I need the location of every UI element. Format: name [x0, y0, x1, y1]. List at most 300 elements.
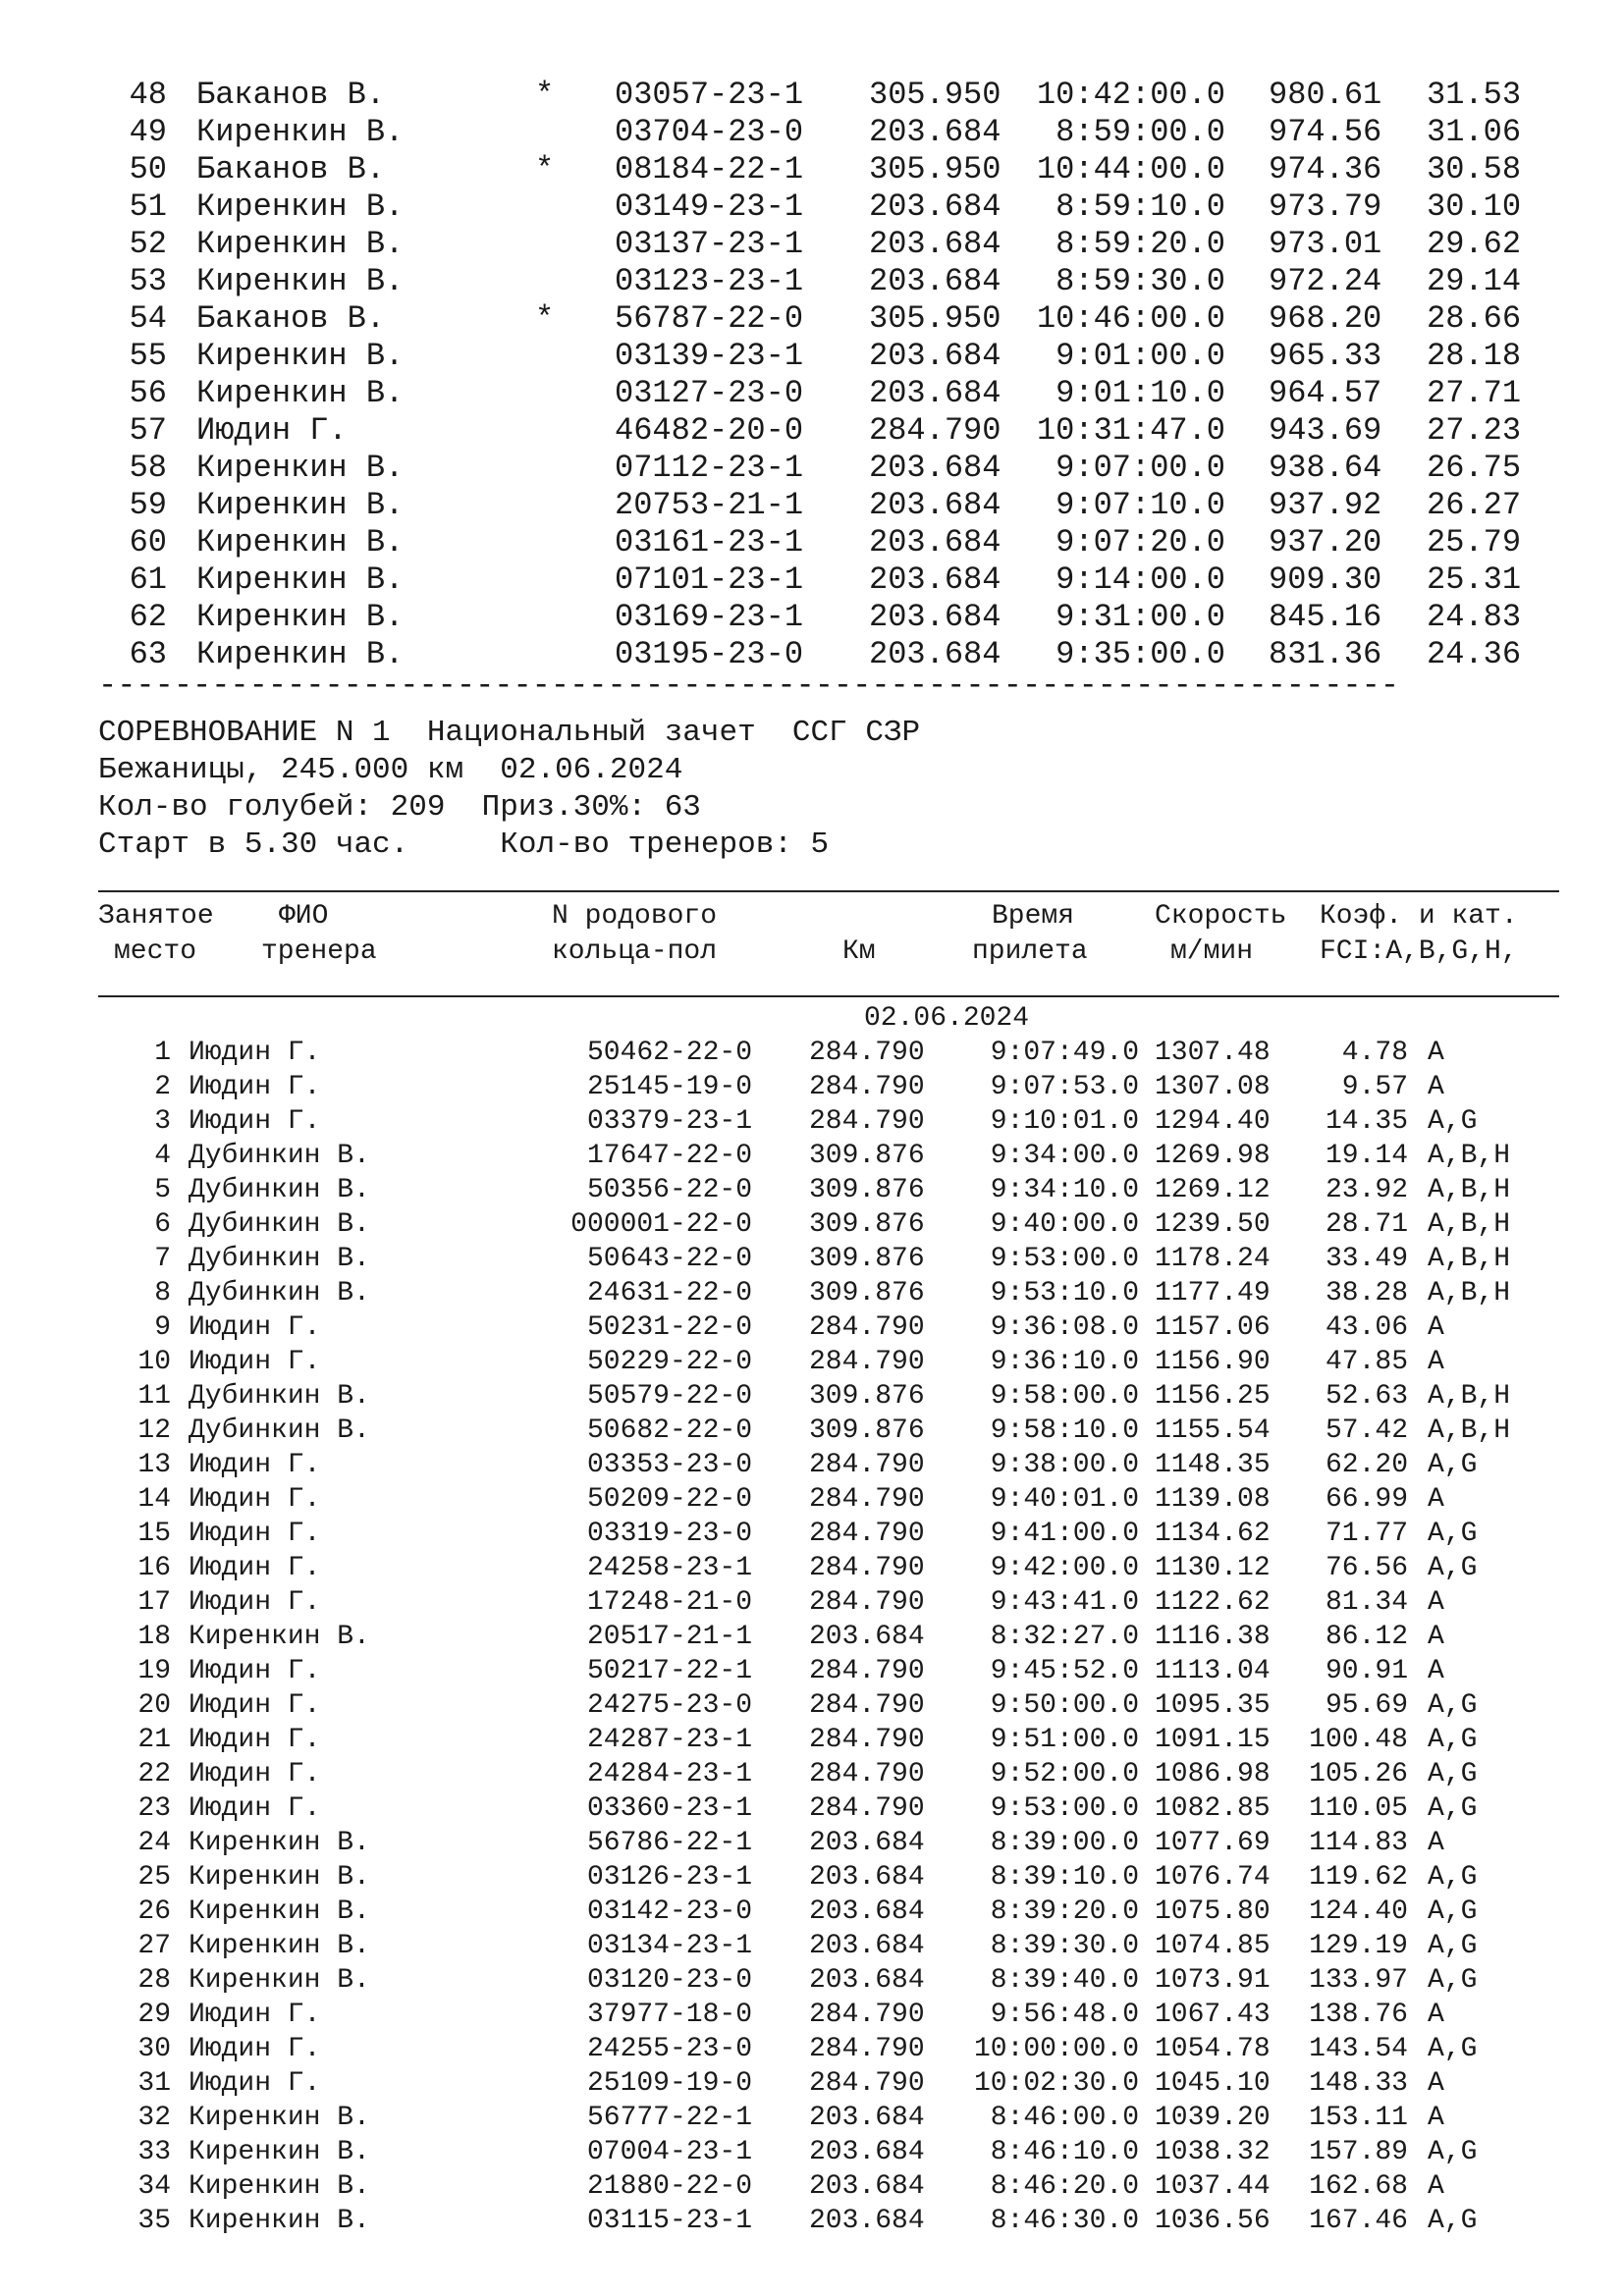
row-name: Киренкин В.: [196, 263, 405, 299]
row-place: 33: [137, 2137, 171, 2167]
row-ring: 25109-19-0: [586, 2068, 752, 2099]
row-place: 63: [129, 636, 167, 672]
row-coef: 24.36: [1427, 636, 1522, 672]
row-category: A: [1428, 1312, 1444, 1343]
row-coef: 129.19: [1309, 1931, 1408, 1961]
row-place: 24: [137, 1828, 171, 1858]
row-km: 284.790: [809, 1725, 925, 1755]
row-category: A: [1428, 2171, 1444, 2202]
row-speed: 1074.85: [1155, 1931, 1271, 1961]
row-km: 309.876: [809, 1278, 925, 1308]
row-speed: 1116.38: [1155, 1622, 1271, 1652]
row-ring: 03134-23-1: [586, 1931, 752, 1961]
row-speed: 1139.08: [1155, 1484, 1271, 1515]
row-speed: 1067.43: [1155, 2000, 1271, 2030]
row-place: 22: [137, 1759, 171, 1789]
row-category: A: [1428, 1622, 1444, 1652]
row-coef: 148.33: [1309, 2068, 1408, 2099]
row-speed: 845.16: [1269, 599, 1382, 635]
row-category: A,B,H: [1428, 1141, 1511, 1171]
row-ring: 56777-22-1: [586, 2103, 752, 2133]
row-category: A,G: [1428, 2137, 1478, 2167]
row-name: Дубинкин В.: [189, 1244, 370, 1274]
row-time: 9:01:00.0: [1056, 338, 1225, 374]
row-km: 284.790: [869, 412, 1001, 449]
row-ring: 24631-22-0: [586, 1278, 752, 1308]
row-category: A,G: [1428, 1519, 1478, 1549]
row-ring: 25145-19-0: [586, 1072, 752, 1102]
row-ring: 03126-23-1: [586, 1862, 752, 1893]
col-speed-sub: м/мин: [1170, 936, 1254, 967]
row-ring: 50462-22-0: [586, 1038, 752, 1068]
row-name: Баканов В.: [196, 151, 386, 187]
row-speed: 1239.50: [1155, 1209, 1271, 1240]
row-speed: 1307.48: [1155, 1038, 1271, 1068]
row-km: 284.790: [809, 1347, 925, 1377]
row-km: 203.684: [809, 2137, 925, 2167]
row-ring: 24258-23-1: [586, 1553, 752, 1583]
row-time: 9:58:00.0: [990, 1381, 1139, 1412]
row-ring: 03137-23-1: [615, 226, 804, 262]
row-ring: 21880-22-0: [586, 2171, 752, 2202]
row-speed: 1037.44: [1155, 2171, 1271, 2202]
row-place: 25: [137, 1862, 171, 1893]
col-km: Км: [842, 936, 876, 967]
row-ring: 03353-23-0: [586, 1450, 752, 1480]
row-time: 9:41:00.0: [990, 1519, 1139, 1549]
row-km: 203.684: [869, 375, 1001, 411]
row-speed: 1076.74: [1155, 1862, 1271, 1893]
row-name: Киренкин В.: [196, 450, 405, 486]
row-name: Киренкин В.: [196, 338, 405, 374]
row-coef: 38.28: [1325, 1278, 1408, 1308]
row-coef: 19.14: [1325, 1141, 1408, 1171]
row-time: 9:34:00.0: [990, 1141, 1139, 1171]
row-ring: 50579-22-0: [586, 1381, 752, 1412]
table-top-rule: [98, 890, 1559, 892]
row-time: 9:07:00.0: [1056, 450, 1225, 486]
row-km: 284.790: [809, 1484, 925, 1515]
row-name: Киренкин В.: [189, 1862, 370, 1893]
row-name: Киренкин В.: [196, 114, 405, 150]
row-category: A: [1428, 2103, 1444, 2133]
row-speed: 937.92: [1269, 487, 1382, 523]
row-ring: 07112-23-1: [615, 450, 804, 486]
row-place: 18: [137, 1622, 171, 1652]
row-coef: 27.71: [1427, 375, 1522, 411]
row-speed: 1082.85: [1155, 1793, 1271, 1824]
row-time: 8:39:10.0: [990, 1862, 1139, 1893]
release-location: Бежаницы, 245.000 км 02.06.2024: [98, 753, 683, 787]
row-name: Июдин Г.: [189, 1690, 321, 1721]
row-coef: 43.06: [1325, 1312, 1408, 1343]
row-km: 203.684: [869, 636, 1001, 672]
row-ring: 03161-23-1: [615, 524, 804, 561]
row-km: 203.684: [809, 1965, 925, 1996]
row-category: A,G: [1428, 1862, 1478, 1893]
row-coef: 14.35: [1325, 1106, 1408, 1137]
row-ring: 03149-23-1: [615, 188, 804, 225]
row-place: 58: [129, 450, 167, 486]
row-name: Киренкин В.: [189, 1931, 370, 1961]
row-coef: 31.06: [1427, 114, 1522, 150]
row-place: 53: [129, 263, 167, 299]
row-name: Июдин Г.: [189, 2034, 321, 2064]
row-coef: 76.56: [1325, 1553, 1408, 1583]
row-coef: 27.23: [1427, 412, 1522, 449]
row-name: Киренкин В.: [189, 1828, 370, 1858]
row-name: Киренкин В.: [189, 2137, 370, 2167]
row-place: 9: [154, 1312, 171, 1343]
row-km: 203.684: [869, 561, 1001, 598]
row-ring: 03195-23-0: [615, 636, 804, 672]
row-speed: 1157.06: [1155, 1312, 1271, 1343]
row-time: 10:42:00.0: [1036, 77, 1225, 113]
row-name: Дубинкин В.: [189, 1141, 370, 1171]
row-ring: 03123-23-1: [615, 263, 804, 299]
row-time: 9:07:20.0: [1056, 524, 1225, 561]
row-ring: 03704-23-0: [615, 114, 804, 150]
row-ring: 000001-22-0: [570, 1209, 752, 1240]
row-km: 309.876: [809, 1381, 925, 1412]
row-km: 203.684: [809, 2171, 925, 2202]
col-time-sub: прилета: [972, 936, 1088, 967]
row-ring: 08184-22-1: [615, 151, 804, 187]
row-ring: 50209-22-0: [586, 1484, 752, 1515]
row-name: Июдин Г.: [189, 1656, 321, 1686]
row-ring: 50217-22-1: [586, 1656, 752, 1686]
row-speed: 1269.12: [1155, 1175, 1271, 1205]
row-place: 2: [154, 1072, 171, 1102]
row-name: Киренкин В.: [196, 599, 405, 635]
row-place: 55: [129, 338, 167, 374]
row-place: 56: [129, 375, 167, 411]
row-place: 48: [129, 77, 167, 113]
row-km: 309.876: [809, 1175, 925, 1205]
row-category: A: [1428, 1347, 1444, 1377]
row-time: 9:53:10.0: [990, 1278, 1139, 1308]
row-speed: 1077.69: [1155, 1828, 1271, 1858]
row-ring: 50229-22-0: [586, 1347, 752, 1377]
row-name: Июдин Г.: [189, 1484, 321, 1515]
row-coef: 25.31: [1427, 561, 1522, 598]
row-coef: 31.53: [1427, 77, 1522, 113]
row-ring: 03169-23-1: [615, 599, 804, 635]
row-ring: 37977-18-0: [586, 2000, 752, 2030]
row-speed: 973.01: [1269, 226, 1382, 262]
start-info: Старт в 5.30 час. Кол-во тренеров: 5: [98, 828, 830, 862]
row-time: 9:34:10.0: [990, 1175, 1139, 1205]
row-speed: 831.36: [1269, 636, 1382, 672]
row-km: 203.684: [869, 226, 1001, 262]
row-name: Дубинкин В.: [189, 1278, 370, 1308]
row-speed: 972.24: [1269, 263, 1382, 299]
row-ring: 50682-22-0: [586, 1415, 752, 1446]
row-ring: 20517-21-1: [586, 1622, 752, 1652]
row-km: 284.790: [809, 2068, 925, 2099]
competition-title: СОРЕВНОВАНИЕ N 1 Национальный зачет ССГ СЗР: [98, 716, 921, 750]
row-time: 9:07:53.0: [990, 1072, 1139, 1102]
row-time: 9:53:00.0: [990, 1793, 1139, 1824]
row-speed: 1294.40: [1155, 1106, 1271, 1137]
row-speed: 1156.90: [1155, 1347, 1271, 1377]
row-ring: 56786-22-1: [586, 1828, 752, 1858]
row-km: 284.790: [809, 1793, 925, 1824]
row-ring: 24255-23-0: [586, 2034, 752, 2064]
row-speed: 1054.78: [1155, 2034, 1271, 2064]
row-name: Дубинкин В.: [189, 1209, 370, 1240]
row-speed: 980.61: [1269, 77, 1382, 113]
row-time: 8:32:27.0: [990, 1622, 1139, 1652]
row-time: 8:59:00.0: [1056, 114, 1225, 150]
row-km: 284.790: [809, 1072, 925, 1102]
row-category: A,G: [1428, 2034, 1478, 2064]
row-coef: 133.97: [1309, 1965, 1408, 1996]
row-category: A,G: [1428, 1759, 1478, 1789]
row-name: Июдин Г.: [189, 2068, 321, 2099]
row-place: 28: [137, 1965, 171, 1996]
row-place: 62: [129, 599, 167, 635]
col-place: Занятое: [98, 901, 214, 932]
row-coef: 95.69: [1325, 1690, 1408, 1721]
row-place: 35: [137, 2206, 171, 2236]
row-km: 305.950: [869, 77, 1001, 113]
row-time: 8:59:30.0: [1056, 263, 1225, 299]
table-header-rule: [98, 995, 1559, 997]
row-time: 10:31:47.0: [1036, 412, 1225, 449]
row-coef: 143.54: [1309, 2034, 1408, 2064]
row-ring: 20753-21-1: [615, 487, 804, 523]
row-speed: 1122.62: [1155, 1587, 1271, 1618]
row-time: 9:07:10.0: [1056, 487, 1225, 523]
row-place: 8: [154, 1278, 171, 1308]
row-coef: 90.91: [1325, 1656, 1408, 1686]
row-place: 16: [137, 1553, 171, 1583]
row-time: 9:40:00.0: [990, 1209, 1139, 1240]
row-speed: 968.20: [1269, 300, 1382, 337]
row-place: 12: [137, 1415, 171, 1446]
row-coef: 28.71: [1325, 1209, 1408, 1240]
row-ring: 07004-23-1: [586, 2137, 752, 2167]
row-name: Июдин Г.: [189, 1793, 321, 1824]
row-time: 9:14:00.0: [1056, 561, 1225, 598]
row-coef: 100.48: [1309, 1725, 1408, 1755]
row-name: Киренкин В.: [189, 2103, 370, 2133]
col-place-sub: место: [114, 936, 197, 967]
row-speed: 1156.25: [1155, 1381, 1271, 1412]
row-place: 57: [129, 412, 167, 449]
date-label: 02.06.2024: [864, 1003, 1030, 1034]
row-place: 61: [129, 561, 167, 598]
row-category: A,B,H: [1428, 1244, 1511, 1274]
row-km: 203.684: [809, 1931, 925, 1961]
row-place: 59: [129, 487, 167, 523]
row-category: A: [1428, 1656, 1444, 1686]
row-speed: 974.56: [1269, 114, 1382, 150]
row-name: Киренкин В.: [196, 636, 405, 672]
row-km: 203.684: [869, 524, 1001, 561]
row-name: Июдин Г.: [189, 1072, 321, 1102]
row-place: 23: [137, 1793, 171, 1824]
row-time: 8:39:20.0: [990, 1896, 1139, 1927]
row-speed: 964.57: [1269, 375, 1382, 411]
row-place: 21: [137, 1725, 171, 1755]
row-speed: 909.30: [1269, 561, 1382, 598]
row-km: 284.790: [809, 1553, 925, 1583]
row-coef: 119.62: [1309, 1862, 1408, 1893]
row-time: 9:58:10.0: [990, 1415, 1139, 1446]
row-time: 10:02:30.0: [973, 2068, 1139, 2099]
row-ring: 17248-21-0: [586, 1587, 752, 1618]
row-coef: 25.79: [1427, 524, 1522, 561]
row-place: 13: [137, 1450, 171, 1480]
row-km: 309.876: [809, 1244, 925, 1274]
row-time: 8:46:00.0: [990, 2103, 1139, 2133]
row-coef: 47.85: [1325, 1347, 1408, 1377]
row-speed: 1038.32: [1155, 2137, 1271, 2167]
row-place: 26: [137, 1896, 171, 1927]
row-coef: 138.76: [1309, 2000, 1408, 2030]
row-name: Дубинкин В.: [189, 1381, 370, 1412]
row-place: 49: [129, 114, 167, 150]
row-category: A,B,H: [1428, 1278, 1511, 1308]
row-speed: 1036.56: [1155, 2206, 1271, 2236]
row-name: Киренкин В.: [189, 1896, 370, 1927]
row-ring: 03139-23-1: [615, 338, 804, 374]
row-km: 203.684: [809, 1828, 925, 1858]
row-km: 284.790: [809, 1519, 925, 1549]
row-name: Дубинкин В.: [189, 1415, 370, 1446]
row-place: 15: [137, 1519, 171, 1549]
row-time: 8:46:10.0: [990, 2137, 1139, 2167]
row-coef: 24.83: [1427, 599, 1522, 635]
row-name: Июдин Г.: [196, 412, 348, 449]
row-time: 9:50:00.0: [990, 1690, 1139, 1721]
row-km: 203.684: [869, 599, 1001, 635]
row-place: 6: [154, 1209, 171, 1240]
row-coef: 29.14: [1427, 263, 1522, 299]
row-name: Июдин Г.: [189, 1038, 321, 1068]
row-time: 8:39:40.0: [990, 1965, 1139, 1996]
col-coef-sub: FCI:A,B,G,H,: [1320, 936, 1518, 967]
row-time: 9:40:01.0: [990, 1484, 1139, 1515]
row-ring: 46482-20-0: [615, 412, 804, 449]
row-time: 8:39:00.0: [990, 1828, 1139, 1858]
row-time: 9:38:00.0: [990, 1450, 1139, 1480]
row-coef: 26.27: [1427, 487, 1522, 523]
row-category: A,G: [1428, 1553, 1478, 1583]
row-ring: 03319-23-0: [586, 1519, 752, 1549]
row-coef: 66.99: [1325, 1484, 1408, 1515]
row-coef: 28.18: [1427, 338, 1522, 374]
row-speed: 973.79: [1269, 188, 1382, 225]
row-time: 9:01:10.0: [1056, 375, 1225, 411]
row-category: A: [1428, 1484, 1444, 1515]
row-km: 203.684: [869, 487, 1001, 523]
row-name: Июдин Г.: [189, 1450, 321, 1480]
row-category: A,G: [1428, 1931, 1478, 1961]
row-name: Июдин Г.: [189, 1347, 321, 1377]
row-km: 309.876: [809, 1209, 925, 1240]
row-speed: 938.64: [1269, 450, 1382, 486]
row-time: 9:51:00.0: [990, 1725, 1139, 1755]
row-place: 51: [129, 188, 167, 225]
col-name: ФИО: [279, 901, 329, 932]
row-time: 9:42:00.0: [990, 1553, 1139, 1583]
row-name: Баканов В.: [196, 77, 386, 113]
row-ring: 50643-22-0: [586, 1244, 752, 1274]
row-coef: 105.26: [1309, 1759, 1408, 1789]
row-name: Баканов В.: [196, 300, 386, 337]
row-km: 284.790: [809, 1038, 925, 1068]
row-speed: 1039.20: [1155, 2103, 1271, 2133]
row-category: A,B,H: [1428, 1381, 1511, 1412]
row-coef: 110.05: [1309, 1793, 1408, 1824]
row-name: Июдин Г.: [189, 1312, 321, 1343]
row-category: A,B,H: [1428, 1415, 1511, 1446]
row-place: 1: [154, 1038, 171, 1068]
row-name: Киренкин В.: [196, 524, 405, 561]
row-category: A,B,H: [1428, 1175, 1511, 1205]
row-km: 284.790: [809, 1450, 925, 1480]
row-place: 14: [137, 1484, 171, 1515]
row-speed: 1178.24: [1155, 1244, 1271, 1274]
row-category: A,G: [1428, 1896, 1478, 1927]
row-coef: 162.68: [1309, 2171, 1408, 2202]
row-ring: 50356-22-0: [586, 1175, 752, 1205]
col-ring-sub: кольца-пол: [552, 936, 718, 967]
row-name: Киренкин В.: [196, 375, 405, 411]
row-coef: 124.40: [1309, 1896, 1408, 1927]
row-star: *: [535, 151, 555, 187]
row-star: *: [535, 77, 555, 113]
row-ring: 03360-23-1: [586, 1793, 752, 1824]
row-place: 29: [137, 2000, 171, 2030]
row-km: 284.790: [809, 2034, 925, 2064]
row-place: 11: [137, 1381, 171, 1412]
row-place: 19: [137, 1656, 171, 1686]
row-coef: 167.46: [1309, 2206, 1408, 2236]
row-time: 9:52:00.0: [990, 1759, 1139, 1789]
row-name: Июдин Г.: [189, 1759, 321, 1789]
row-name: Киренкин В.: [196, 487, 405, 523]
row-km: 284.790: [809, 1759, 925, 1789]
row-time: 8:39:30.0: [990, 1931, 1139, 1961]
row-speed: 1307.08: [1155, 1072, 1271, 1102]
row-place: 20: [137, 1690, 171, 1721]
row-place: 54: [129, 300, 167, 337]
row-km: 284.790: [809, 2000, 925, 2030]
row-place: 4: [154, 1141, 171, 1171]
row-time: 9:36:08.0: [990, 1312, 1139, 1343]
row-km: 203.684: [869, 263, 1001, 299]
row-coef: 157.89: [1309, 2137, 1408, 2167]
row-name: Киренкин В.: [196, 226, 405, 262]
row-star: *: [535, 300, 555, 337]
row-ring: 50231-22-0: [586, 1312, 752, 1343]
col-name-sub: тренера: [261, 936, 377, 967]
row-time: 9:36:10.0: [990, 1347, 1139, 1377]
row-time: 8:46:30.0: [990, 2206, 1139, 2236]
separator-line: ---------------------------------------------------------------------: [98, 667, 1400, 704]
row-speed: 1130.12: [1155, 1553, 1271, 1583]
row-ring: 07101-23-1: [615, 561, 804, 598]
row-category: A: [1428, 1587, 1444, 1618]
row-coef: 57.42: [1325, 1415, 1408, 1446]
row-km: 203.684: [869, 450, 1001, 486]
row-name: Июдин Г.: [189, 2000, 321, 2030]
row-km: 305.950: [869, 300, 1001, 337]
